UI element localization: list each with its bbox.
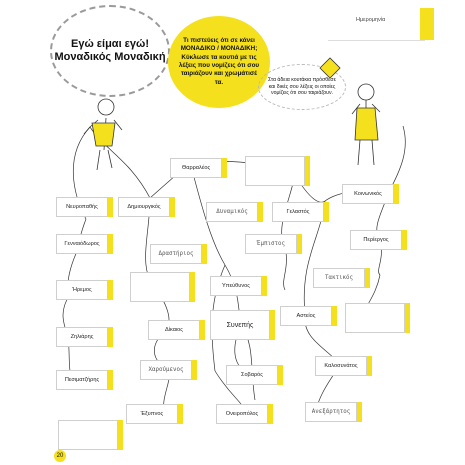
word-card-anexartitos[interactable]: Ανεξάρτητος [305, 402, 357, 422]
word-card-sovaros[interactable]: Σοβαρός [226, 365, 278, 385]
instructions-text: Τι πιστεύεις ότι σε κάνει ΜΟΝΑΔΙΚΟ / ΜΟΝΑΔΙΚΗ; Κύκλωσε τα κουτιά με τις λέξεις που νομίζεις ότι σου ταιριάζουν και χρωμάτισέ τα. [178, 37, 260, 86]
word-card-kalosynatos[interactable]: Καλοσυνάτος [315, 356, 367, 376]
date-label: Ημερομηνία [356, 17, 386, 23]
word-card-taktikos[interactable]: Τακτικός [313, 268, 365, 288]
blank-card-4[interactable] [58, 420, 118, 450]
hint-text: Στα άδεια κουτάκια πρόσθεσε και δικές σου λέξεις οι οποίες νομίζεις ότι σου ταιριάζουν. [268, 76, 336, 97]
word-card-perierlos[interactable]: Περίεργος [350, 230, 402, 250]
word-card-gennaiodoros[interactable]: Γενναιόδωρος [56, 234, 108, 254]
word-card-nevropathis[interactable]: Νευροπαθής [56, 197, 108, 217]
word-card-pesimatziris[interactable]: Πεσιματζήρης [56, 370, 108, 390]
word-card-oneiropolos[interactable]: Ονειροπόλος [216, 404, 268, 424]
word-card-synepis[interactable]: Συνεπής [210, 310, 270, 340]
word-card-gelastos[interactable]: Γελαστός [272, 202, 324, 222]
word-card-xaroumenos[interactable]: Χαρούμενος [140, 360, 192, 380]
word-card-empistos[interactable]: Έμπιστος [245, 234, 297, 254]
word-card-ziliaris[interactable]: Ζηλιάρης [56, 327, 108, 347]
word-card-koinonikos[interactable]: Κοινωνικός [342, 184, 394, 204]
word-card-dynamikos[interactable]: Δυναμικός [206, 202, 258, 222]
word-card-dimiourgikos[interactable]: Δημιουργικός [118, 197, 170, 217]
word-card-exypnos[interactable]: Έξυπνος [126, 404, 178, 424]
word-card-tharraleos[interactable]: Θαρραλέος [170, 158, 222, 178]
word-card-dikaios[interactable]: Δίκαιος [148, 320, 200, 340]
word-card-drastirios[interactable]: Δραστήριος [150, 244, 202, 264]
page-title: Εγώ είμαι εγώ! Μοναδικός Μοναδική [54, 38, 166, 63]
word-card-ypefthynos[interactable]: Υπεύθυνος [210, 276, 262, 296]
page-number: 20 [54, 450, 66, 462]
word-card-iremos[interactable]: Ήρεμος [56, 280, 108, 300]
word-card-asteios[interactable]: Αστείος [280, 306, 332, 326]
blank-card-2[interactable] [130, 272, 190, 302]
blank-card-1[interactable] [245, 156, 305, 186]
blank-card-3[interactable] [345, 303, 405, 333]
